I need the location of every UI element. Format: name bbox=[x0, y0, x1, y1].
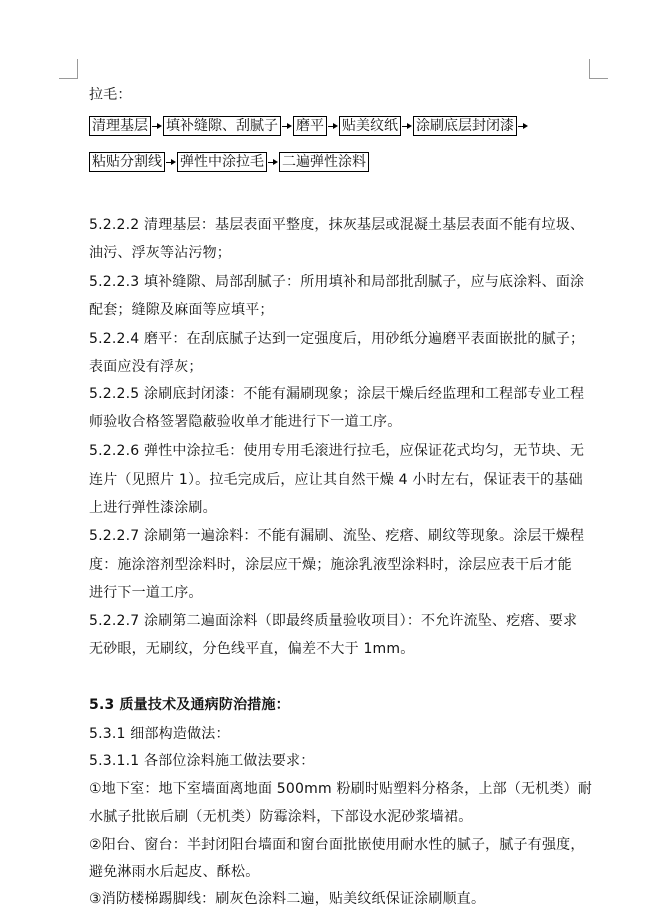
flow-step-5: 涂刷底层封闭漆 bbox=[413, 116, 517, 136]
text-line: ③消防楼梯踢脚线：刷灰色涂料二遍，贴美纹纸保证涂刷顺直。 bbox=[89, 891, 486, 907]
text-line: 5.2.2.4 磨平：在刮底腻子达到一定强度后，用砂纸分遍磨平表面嵌批的腻子； bbox=[89, 331, 585, 347]
flow-step-4: 贴美纹纸 bbox=[339, 116, 401, 136]
arrow-right-icon bbox=[152, 123, 162, 129]
text-line: ②阳台、窗台：半封闭阳台墙面和窗台面批嵌使用耐水性的腻子，腻子有强度， bbox=[89, 837, 585, 853]
text-line: 水腻子批嵌后刷（无机类）防霉涂料，下部设水泥砂浆墙裙。 bbox=[89, 809, 473, 825]
arrow-right-icon bbox=[402, 123, 412, 129]
text-line: 无砂眼，无刷纹，分色线平直，偏差不大于 1mm。 bbox=[89, 641, 415, 657]
crop-mark-right-horizontal bbox=[589, 78, 608, 79]
arrow-right-icon bbox=[518, 123, 528, 129]
text-line: 表面应没有浮灰； bbox=[89, 359, 203, 375]
text-line: 5.2.2.6 弹性中涂拉毛：使用专用毛滚进行拉毛，应保证花式均匀，无节块、无 bbox=[89, 443, 585, 459]
text-line: 油污、浮灰等沾污物； bbox=[89, 245, 231, 261]
text-line: 5.2.2.3 填补缝隙、局部刮腻子：所用填补和局部批刮腻子，应与底涂料、面涂 bbox=[89, 274, 585, 290]
text-line: 上进行弹性漆涂刷。 bbox=[89, 500, 217, 516]
text-line: 5.3.1 细部构造做法： bbox=[89, 726, 230, 742]
arrow-right-icon bbox=[328, 123, 338, 129]
text-line: 配套；缝隙及麻面等应填平； bbox=[89, 302, 274, 318]
text-line: 5.3.1.1 各部位涂料施工做法要求： bbox=[89, 753, 315, 769]
flow-row-2 bbox=[89, 152, 369, 172]
heading-lamao: 拉毛： bbox=[89, 87, 132, 103]
text-line: ①地下室：地下室墙面离地面 500mm 粉刷时贴塑料分格条，上部（无机类）耐 bbox=[89, 781, 593, 797]
text-line: 避免淋雨水后起皮、酥松。 bbox=[89, 864, 260, 880]
crop-mark-left-vertical bbox=[77, 59, 78, 78]
crop-mark-left-horizontal bbox=[59, 78, 78, 79]
section-title: 5.3 质量技术及通病防治措施： bbox=[89, 697, 290, 713]
flow-step-1: 清理基层 bbox=[89, 116, 151, 136]
text-line: 进行下一道工序。 bbox=[89, 585, 203, 601]
text-line: 5.2.2.5 涂刷底封闭漆：不能有漏刷现象；涂层干燥后经监理和工程部专业工程 bbox=[89, 386, 585, 402]
flow-step-3: 磨平 bbox=[293, 116, 327, 136]
flow-step-6: 粘贴分割线 bbox=[89, 152, 165, 172]
text-line: 5.2.2.2 清理基层：基层表面平整度，抹灰基层或混凝土基层表面不能有垃圾、 bbox=[89, 217, 585, 233]
text-line: 度：施涂溶剂型涂料时，涂层应干燥；施涂乳液型涂料时，涂层应表干后才能 bbox=[89, 557, 572, 573]
text-line: 连片（见照片 1）。拉毛完成后，应让其自然干燥 4 小时左右，保证表干的基础 bbox=[89, 472, 583, 488]
text-line: 5.2.2.7 涂刷第一遍涂料：不能有漏刷、流坠、疙瘩、刷纹等现象。涂层干燥程 bbox=[89, 528, 585, 544]
arrow-right-icon bbox=[282, 123, 292, 129]
arrow-right-icon bbox=[166, 159, 176, 165]
flow-step-2: 填补缝隙、刮腻子 bbox=[163, 116, 281, 136]
flow-step-8: 二遍弹性涂料 bbox=[279, 152, 369, 172]
flow-step-7: 弹性中涂拉毛 bbox=[177, 152, 267, 172]
arrow-right-icon bbox=[268, 159, 278, 165]
text-line: 师验收合格签署隐蔽验收单才能进行下一道工序。 bbox=[89, 414, 402, 430]
crop-mark-right-vertical bbox=[589, 59, 590, 78]
text-line: 5.2.2.7 涂刷第二遍面涂料（即最终质量验收项目）：不允许流坠、疙瘩、要求 bbox=[89, 613, 578, 629]
flow-row-1 bbox=[89, 116, 529, 136]
